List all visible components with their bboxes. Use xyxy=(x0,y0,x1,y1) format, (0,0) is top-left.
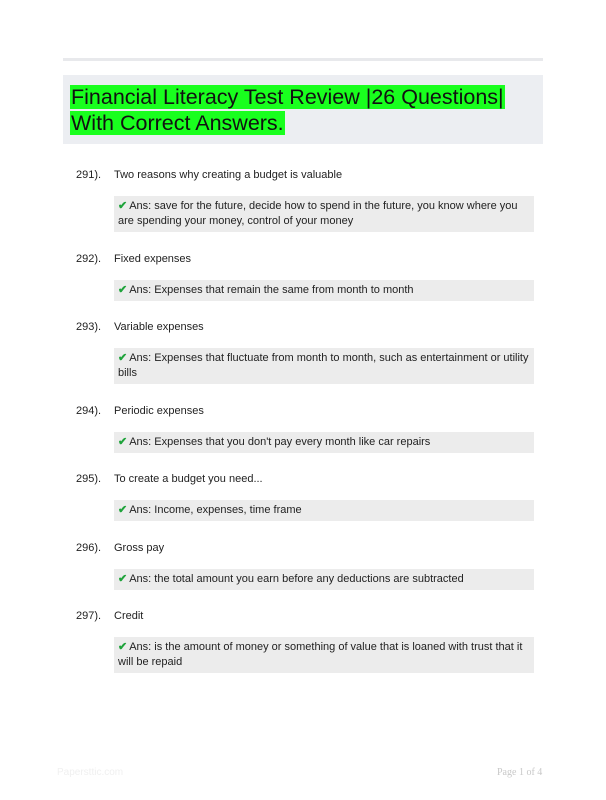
answer-box xyxy=(114,500,534,521)
answer-text: Ans: the total amount you earn before any deductions are subtracted xyxy=(129,573,464,585)
question-text: Variable expenses xyxy=(114,321,204,333)
answer-box xyxy=(114,280,534,301)
answer-box xyxy=(114,196,534,232)
question-text: Fixed expenses xyxy=(114,253,192,265)
check-icon: ✔ xyxy=(118,284,128,296)
page-indicator: Page 1 of 4 xyxy=(497,767,543,778)
question-number: 296). xyxy=(76,542,102,554)
document-title-text: Financial Literacy Test Review |26 Questions| With Correct Answers. xyxy=(71,85,504,135)
question-number: 291). xyxy=(76,169,102,181)
question-text: Periodic expenses xyxy=(114,405,204,417)
question-text: Gross pay xyxy=(114,542,165,554)
answer-box xyxy=(114,569,534,590)
check-icon: ✔ xyxy=(118,352,128,364)
question-number: 294). xyxy=(76,405,102,417)
footer-watermark: Papersttic.com xyxy=(57,767,124,778)
answer-text: Ans: save for the future, decide how to spend in the future, you know where you are spending your money, control of your money xyxy=(118,200,518,227)
check-icon: ✔ xyxy=(118,641,128,653)
check-icon: ✔ xyxy=(118,573,128,585)
question-number: 295). xyxy=(76,473,102,485)
check-icon: ✔ xyxy=(118,200,128,212)
answer-text: Ans: is the amount of money or something of value that is loaned with trust that it will be repaid xyxy=(118,641,523,668)
top-divider xyxy=(63,58,543,61)
question-text: Credit xyxy=(114,610,144,622)
answer-text: Ans: Expenses that you don't pay every month like car repairs xyxy=(129,436,431,448)
answer-text: Ans: Expenses that fluctuate from month to month, such as entertainment or utility bills xyxy=(118,352,529,379)
question-number: 297). xyxy=(76,610,102,622)
check-icon: ✔ xyxy=(118,436,128,448)
answer-text: Ans: Income, expenses, time frame xyxy=(129,504,302,516)
document-title xyxy=(70,84,530,136)
check-icon: ✔ xyxy=(118,504,128,516)
answer-box xyxy=(114,348,534,384)
question-text: Two reasons why creating a budget is valuable xyxy=(114,169,343,181)
question-text: To create a budget you need... xyxy=(114,473,263,485)
answer-text: Ans: Expenses that remain the same from month to month xyxy=(129,284,414,296)
answer-box xyxy=(114,637,534,673)
answer-box xyxy=(114,432,534,453)
question-number: 293). xyxy=(76,321,102,333)
question-number: 292). xyxy=(76,253,102,265)
